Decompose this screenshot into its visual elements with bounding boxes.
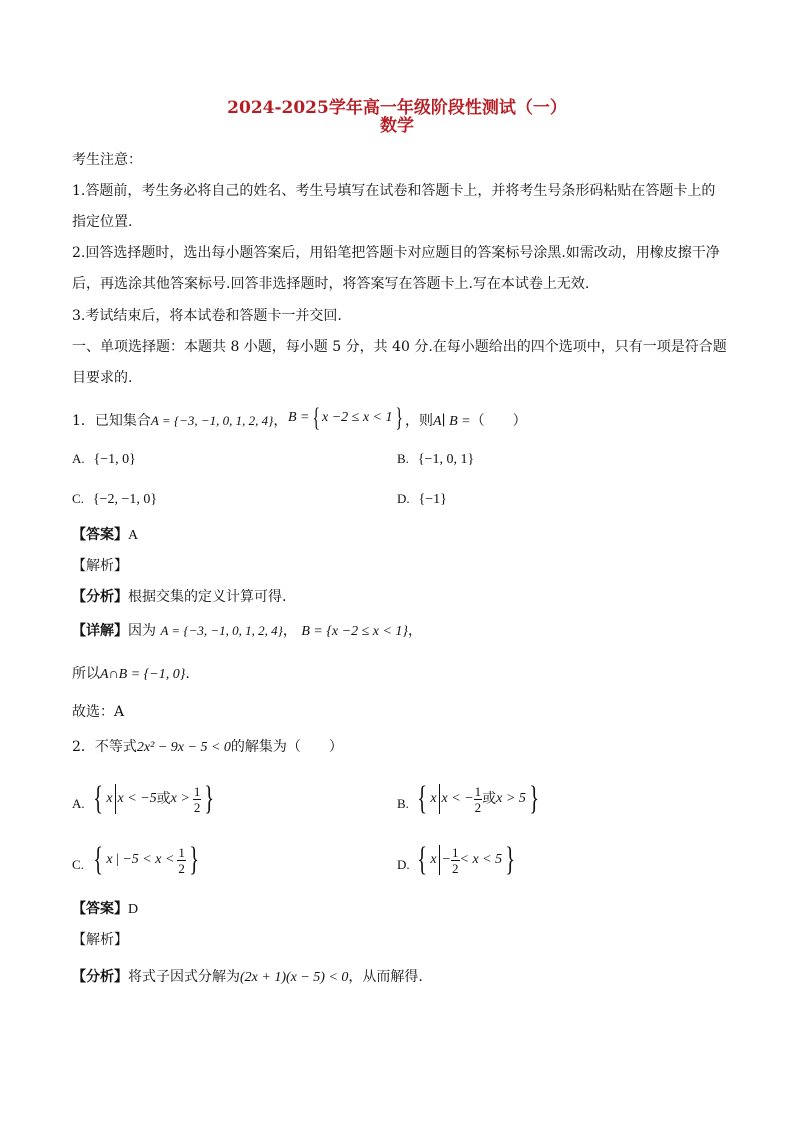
- q2-fenxi-post: ，从而解得.: [348, 969, 423, 985]
- subject-title: 数学: [380, 116, 414, 136]
- q1-setB-body: x −2 ≤ x < 1: [321, 410, 393, 425]
- q2-optC-value: { x | −5 < x < $\frac{1}{2}$ }: [93, 841, 199, 878]
- notice-item3: 3.考试结束后，将本试卷和答题卡一并交回.: [72, 308, 342, 324]
- notice-item2-line1: 2.回答选择题时，选出每小题答案后，用铅笔把答题卡对应题目的答案标号涂黑.如需改动，用橡皮擦干净: [72, 245, 720, 261]
- q2-optD-label: D.: [397, 857, 410, 872]
- q1-suffix: ，则: [405, 413, 433, 429]
- q2-optC: [72, 858, 84, 872]
- q2-inequality: 2x² − 9x − 5 < 0: [136, 740, 231, 755]
- q1-xiangjie-setB: B = {x −2 ≤ x < 1}: [301, 624, 409, 639]
- q2-optA-value: { x x < −5 或 x > $\frac{1}{2}$ }: [93, 780, 215, 817]
- q1-xiangjie-tag: 【详解】: [72, 623, 128, 639]
- section1-line1: 一、单项选择题：本题共 8 小题，每小题 5 分，共 40 分.在每小题给出的四个选项中，只有一项是符合题: [72, 339, 727, 355]
- q1-optC-value: {−2, −1, 0}: [92, 492, 158, 507]
- q2-fenxi-pre: 将式子因式分解为: [128, 969, 240, 985]
- q2-prefix: 2．不等式: [72, 739, 137, 755]
- q1-optC-label: C.: [72, 491, 84, 506]
- q1-answer-tag: 【答案】: [72, 527, 128, 543]
- q2-optB-value: { x x < − $\frac{1}{2}$ 或 x > 5 }: [417, 780, 539, 817]
- q1-result-expr: A∩B = {−1, 0}: [100, 667, 186, 682]
- q2-optD-value: { x − $\frac{1}{2}$ < x < 5 }: [417, 841, 516, 878]
- q1-setA: A = {−3, −1, 0, 1, 2, 4}: [150, 413, 274, 428]
- q1-optD-value: {−1}: [418, 492, 447, 507]
- q1-optB-value: {−1, 0, 1}: [417, 452, 475, 467]
- notice-heading: 考生注意：: [72, 152, 142, 168]
- q1-optC: [72, 492, 157, 507]
- q2-optD: [397, 858, 410, 872]
- exam-title: 2024-2025学年高一年级阶段性测试（一）: [227, 98, 567, 118]
- q2-fenxi-expr: (2x + 1)(x − 5) < 0: [240, 970, 349, 985]
- q2-stem: [72, 740, 343, 755]
- q1-fenxi-text: 根据交集的定义计算可得.: [128, 589, 287, 605]
- q1-expr: A∣ B =: [433, 414, 471, 429]
- q2-fenxi: [72, 970, 423, 985]
- q1-xiangjie-pre: 因为: [128, 623, 156, 639]
- q1-answer: [72, 528, 138, 543]
- section1-line2: 目要求的.: [72, 370, 133, 386]
- q2-suffix: 的解集为（ ）: [230, 739, 343, 755]
- q2-optA: [72, 797, 85, 811]
- q1-result-pre: 所以: [72, 666, 100, 682]
- q1-result: 所以A∩B = {−1, 0}.: [72, 666, 190, 682]
- q1-optD: [397, 492, 447, 507]
- q1-analysis-tag: 【解析】: [72, 558, 128, 574]
- q2-optC-label: C.: [72, 857, 84, 872]
- q1-stem-end: [405, 414, 527, 429]
- q1-setB: B = { x −2 ≤ x < 1 }: [288, 403, 403, 432]
- q2-answer: [72, 902, 138, 917]
- q1-optA-label: A.: [72, 451, 85, 466]
- q2-optA-label: A.: [72, 796, 85, 811]
- q2-fenxi-tag: 【分析】: [72, 969, 128, 985]
- q2-optB-label: B.: [397, 796, 409, 811]
- q2-answer-tag: 【答案】: [72, 901, 128, 917]
- q1-fenxi-tag: 【分析】: [72, 589, 128, 605]
- q1-optB-label: B.: [397, 451, 409, 466]
- q1-optA: [72, 452, 136, 467]
- q1-optD-label: D.: [397, 491, 410, 506]
- q2-optB: [397, 797, 409, 811]
- notice-item1-line1: 1.答题前，考生务必将自己的姓名、考生号填写在试卷和答题卡上，并将考生号条形码粘贴在答题卡上的: [72, 183, 716, 199]
- q1-stem: [72, 414, 287, 428]
- q1-xiangjie-setA: A = {−3, −1, 0, 1, 2, 4}: [160, 623, 283, 638]
- q1-paren: （ ）: [470, 413, 527, 429]
- q1-optB: [397, 452, 474, 467]
- q1-sep: ，: [273, 413, 288, 429]
- notice-item1-line2: 指定位置.: [72, 214, 133, 230]
- q1-fenxi: [72, 590, 286, 604]
- notice-item2-line2: 后，再选涂其他答案标号.回答非选择题时，将答案写在答题卡上.写在本试卷上无效.: [72, 276, 590, 292]
- q1-prefix: 1．已知集合: [72, 413, 151, 429]
- q1-xiangjie: 【详解】因为 A = {−3, −1, 0, 1, 2, 4}， B = {x −2 ≤ x < 1}，: [72, 623, 423, 639]
- q1-setB-pre: B =: [288, 410, 310, 425]
- q1-optA-value: {−1, 0}: [93, 452, 136, 467]
- q1-answer-value: A: [128, 528, 139, 543]
- q1-guxuan: 故选：A: [72, 704, 125, 720]
- q2-analysis-tag: 【解析】: [72, 932, 128, 948]
- q2-answer-value: D: [128, 902, 139, 917]
